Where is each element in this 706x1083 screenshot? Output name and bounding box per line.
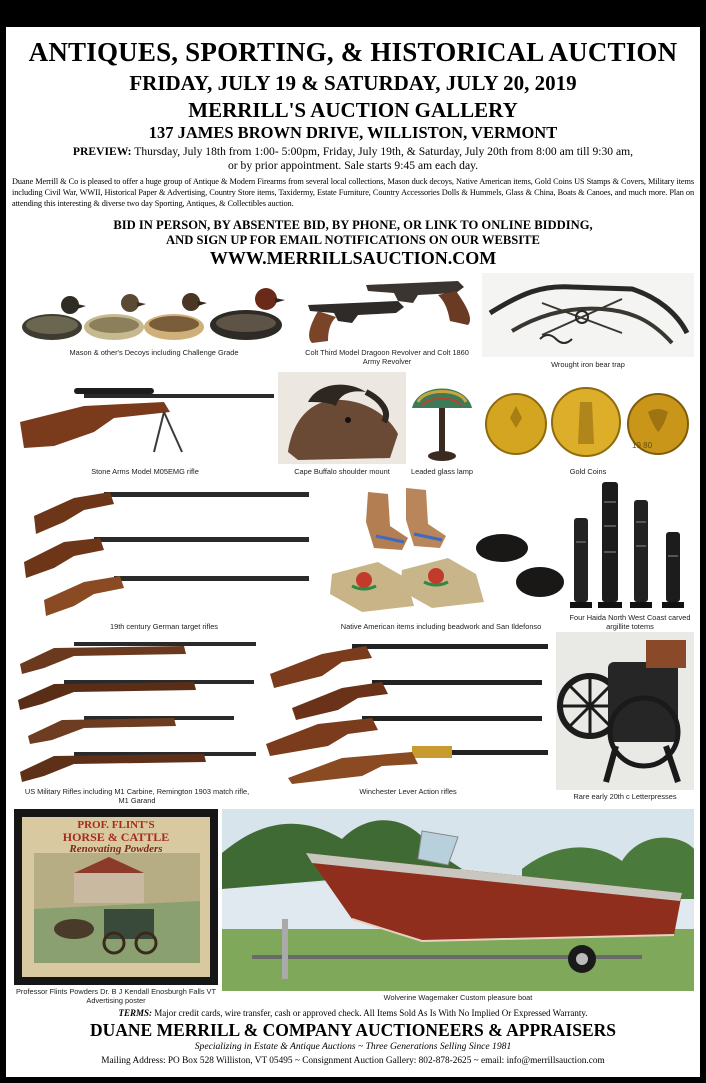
gallery-address: 137 JAMES BROWN DRIVE, WILLISTON, VERMONT	[148, 123, 558, 142]
stonearms-rifle-image	[14, 372, 276, 464]
boat-photo	[222, 809, 694, 991]
preview-line1: Thursday, July 18th from 1:00- 5:00pm, Friday, July 19th, & Saturday, July 20th from 8:00 am till 9:30 am,	[131, 145, 634, 158]
stonearms-photo	[14, 372, 276, 464]
stonearms-caption: Stone Arms Model M05EMG rifle	[91, 467, 199, 476]
website-link[interactable]: WWW.MERRILLSAUCTION.COM	[209, 248, 497, 268]
company-tagline: Specializing in Estate & Antique Auctions ~ Three Generations Selling Since 1981	[194, 1041, 512, 1052]
native-items-image	[318, 482, 564, 620]
colt-caption: Colt Third Model Dragoon Revolver and Colt 1860 Army Revolver	[305, 348, 469, 366]
beartrap-caption: Wrought iron bear trap	[551, 360, 625, 369]
totems-caption-line2: argillite totems	[606, 622, 654, 631]
decoys-caption: Mason & other's Decoys including Challenge Grade	[69, 348, 239, 357]
preview-label: PREVIEW:	[72, 145, 132, 158]
winchester-photo	[262, 632, 554, 784]
gold-coins-image	[482, 384, 694, 464]
preview-line2: or by prior appointment. Sale starts 9:45 am each day.	[227, 159, 479, 172]
company-name: DUANE MERRILL & COMPANY AUCTIONEERS & APPRAISERS	[89, 1020, 617, 1040]
leaded-lamp-image	[408, 372, 476, 464]
letterpress-caption: Rare early 20th c Letterpresses	[573, 792, 677, 801]
military-caption	[14, 787, 260, 805]
terms-label: TERMS:	[118, 1008, 152, 1018]
revolvers-image	[298, 275, 476, 347]
poster-caption-line2: Advertising poster	[86, 996, 146, 1005]
boat-caption: Wolverine Wagemaker Custom pleasure boat	[383, 993, 533, 1002]
poster-caption	[14, 987, 218, 1005]
lamp-caption: Leaded glass lamp	[410, 467, 474, 476]
mailing-info: Mailing Address: PO Box 528 Williston, VT 05495 ~ Consignment Auction Gallery: 802-878-2625 ~ email: info@merrillsauction.com	[101, 1056, 605, 1066]
german-caption: 19th century German target rifles	[109, 622, 219, 631]
military-caption-line1: US Military Rifles including M1 Carbine, Remington 1903 match rifle,	[24, 787, 250, 796]
poster-heading	[14, 819, 218, 855]
lamp-photo	[408, 372, 476, 464]
german-rifles-image	[14, 482, 314, 620]
poster-heading-line1: PROF. FLINT'S	[77, 819, 155, 831]
poster-heading-line3: Renovating Powders	[69, 843, 163, 855]
military-photo	[14, 632, 260, 784]
duck-decoys-image	[14, 275, 294, 347]
auction-dates: FRIDAY, JULY 19 & SATURDAY, JULY 20, 2019	[129, 71, 577, 95]
gallery-name: MERRILL'S AUCTION GALLERY	[188, 98, 518, 122]
gold-caption: Gold Coins	[569, 467, 607, 476]
military-rifles-image	[14, 632, 260, 784]
colt-photo	[298, 275, 476, 347]
buffalo-caption: Cape Buffalo shoulder mount	[294, 467, 390, 476]
preview-info	[26, 145, 680, 173]
totems-caption-line1: Four Haida North West Coast carved	[569, 613, 691, 622]
winchester-rifles-image	[262, 632, 554, 784]
bid-info	[6, 218, 700, 248]
letterpress-photo	[556, 632, 694, 790]
terms-text: Major credit cards, wire transfer, cash or approved check. All Items Sold As Is With No Implied Or Expressed Warranty.	[152, 1008, 588, 1018]
decoys-photo	[14, 275, 294, 347]
cape-buffalo-image	[278, 372, 406, 464]
auction-description: Duane Merrill & Co is pleased to offer a huge group of Antique & Modern Firearms from several local collections, Mason duck decoys, Native American items, Gold Coins US Stamps & Covers, Military items including Civil War, WWII, Historical Paper & Advertising, Country Store items, Taxidermy, Estate Furniture, Country Accessories Dolls & Hummels, Glass & China, Boats & Canoes, and much more. Plan on attending this interesting & diverse two day Sporting, Antiques, & Collectibles auction.	[12, 177, 694, 208]
auction-poster	[6, 27, 700, 1077]
native-photo	[318, 482, 564, 620]
beartrap-photo	[482, 273, 694, 357]
bear-trap-image	[482, 273, 694, 357]
german-rifles-photo	[14, 482, 314, 620]
poster-heading-line2: HORSE & CATTLE	[62, 830, 170, 844]
poster-caption-line1: Professor Flints Powders Dr. B J Kendall Enosburgh Falls VT	[15, 987, 217, 996]
coin-year: 19 80	[632, 441, 653, 450]
terms	[6, 1008, 700, 1018]
bid-line2: AND SIGN UP FOR EMAIL NOTIFICATIONS ON OUR WEBSITE	[166, 233, 540, 247]
buffalo-photo	[278, 372, 406, 464]
argillite-totems-image	[566, 482, 694, 612]
totems-caption	[566, 613, 694, 631]
letterpress-image	[556, 632, 694, 790]
native-caption: Native American items including beadwork and San Ildefonso	[340, 622, 542, 631]
gold-photo	[482, 384, 694, 464]
auction-title: ANTIQUES, SPORTING, & HISTORICAL AUCTION	[28, 37, 678, 67]
poster-photo	[14, 809, 218, 985]
bid-line1: BID IN PERSON, BY ABSENTEE BID, BY PHONE, OR LINK TO ONLINE BIDDING,	[113, 218, 593, 232]
winchester-caption: Winchester Lever Action rifles	[359, 787, 457, 796]
totems-photo	[566, 482, 694, 612]
pleasure-boat-image	[222, 809, 694, 991]
military-caption-line2: M1 Garand	[118, 796, 156, 805]
